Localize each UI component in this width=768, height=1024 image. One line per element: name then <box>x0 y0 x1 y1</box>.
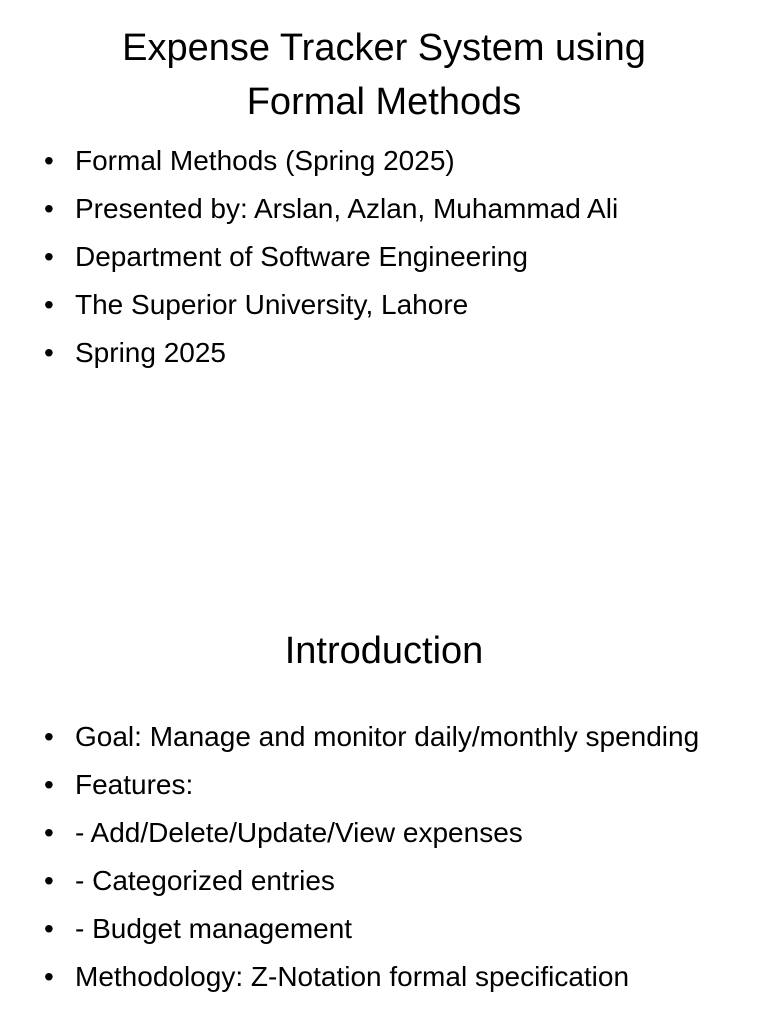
bullet-item <box>0 860 768 901</box>
bullet-item <box>0 284 768 325</box>
bullet-dot-icon: • <box>44 193 54 224</box>
slide-introduction <box>0 576 768 1024</box>
bullet-item <box>0 716 768 757</box>
bullet-item <box>0 188 768 229</box>
slide-introduction-heading: Introduction <box>284 630 484 672</box>
bullet-dot-icon: • <box>44 721 54 752</box>
slide-introduction-bullet-list <box>0 716 768 1004</box>
bullet-text: - Budget management <box>75 913 353 944</box>
bullet-dot-icon: • <box>44 961 54 992</box>
bullet-dot-icon: • <box>44 817 54 848</box>
bullet-dot-icon: • <box>44 241 54 272</box>
bullet-dot-icon: • <box>44 913 54 944</box>
bullet-item <box>0 908 768 949</box>
bullet-item <box>0 956 768 997</box>
bullet-dot-icon: • <box>44 769 54 800</box>
bullet-text: Features: <box>75 769 194 800</box>
slide-title-heading: Expense Tracker System using Formal Methods <box>122 27 646 123</box>
bullet-dot-icon: • <box>44 337 54 368</box>
bullet-item <box>0 140 768 181</box>
bullet-item <box>0 332 768 373</box>
bullet-text: - Add/Delete/Update/View expenses <box>75 817 523 848</box>
bullet-text: Presented by: Arslan, Azlan, Muhammad Ali <box>75 193 619 224</box>
bullet-text: Methodology: Z-Notation formal specification <box>75 961 630 992</box>
slide-title-bullet-list <box>0 140 768 380</box>
bullet-dot-icon: • <box>44 865 54 896</box>
bullet-text: Spring 2025 <box>75 337 227 368</box>
bullet-item <box>0 764 768 805</box>
bullet-text: The Superior University, Lahore <box>75 289 469 320</box>
bullet-dot-icon: • <box>44 289 54 320</box>
bullet-text: Formal Methods (Spring 2025) <box>75 145 455 176</box>
bullet-text: Department of Software Engineering <box>75 241 528 272</box>
bullet-text: - Categorized entries <box>75 865 335 896</box>
bullet-item <box>0 812 768 853</box>
bullet-item <box>0 236 768 277</box>
bullet-dot-icon: • <box>44 145 54 176</box>
bullet-text: Goal: Manage and monitor daily/monthly spending <box>75 721 700 752</box>
